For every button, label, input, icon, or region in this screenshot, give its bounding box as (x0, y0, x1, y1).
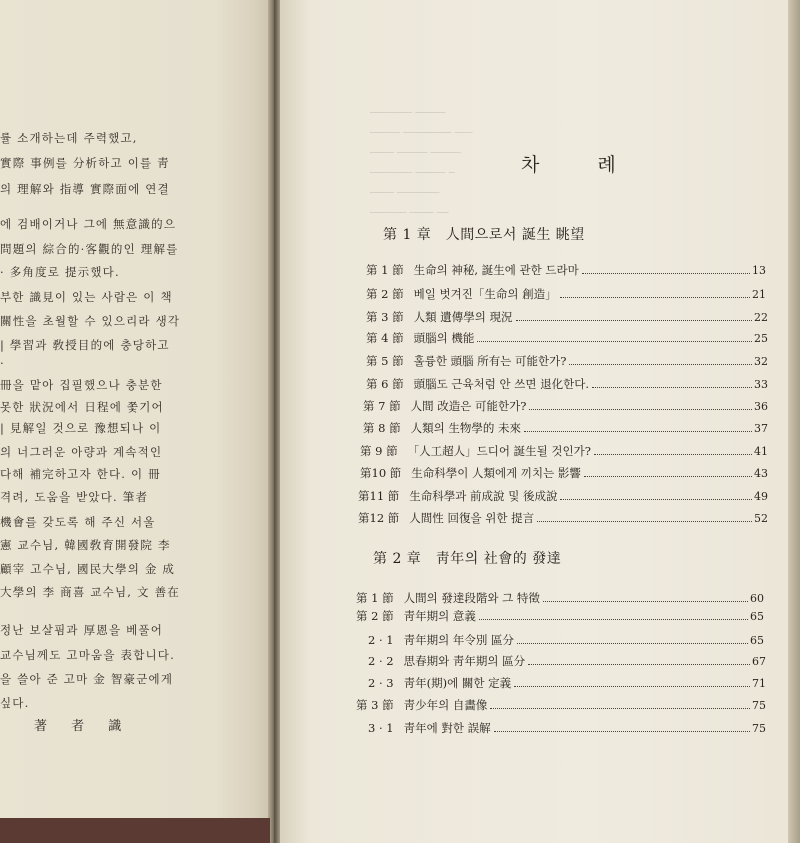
section-title: 生命科學과 前成說 및 後成說 (409, 489, 558, 503)
section-title: 베일 벗겨진「生命의 創造」 (413, 287, 557, 301)
section-number: 第 4 節 (366, 331, 404, 345)
toc-entry[interactable] (366, 330, 768, 346)
toc-entry[interactable] (358, 488, 768, 504)
leader-dots (592, 386, 752, 388)
leader-dots (516, 319, 752, 321)
toc-entry[interactable] (363, 420, 768, 436)
toc-entry[interactable] (356, 590, 764, 606)
toc-entry[interactable] (366, 309, 768, 325)
page-number: 65 (750, 634, 764, 647)
page-number: 60 (750, 592, 764, 605)
page-number: 32 (754, 355, 768, 368)
page-number: 22 (754, 311, 768, 324)
section-title: 人間性 回復을 위한 提言 (409, 511, 535, 525)
leader-dots (477, 340, 752, 342)
preface-line: 격려, 도움을 받았다. 筆者 (0, 490, 149, 504)
page-number: 52 (754, 512, 768, 525)
preface-line: | 學習과 敎授目的에 충당하고 (0, 338, 170, 352)
toc-entry[interactable] (368, 653, 766, 669)
section-title: 人間의 發達段階와 그 特徵 (403, 591, 540, 605)
preface-line: 關性을 초월할 수 있으리라 생각 (0, 314, 181, 328)
toc-page: ─────── ───── ───── ──────── ─── ──── ───── ───── ─────── ───── ─ ──── ─────── ────── ──── ── 차 례 第 1 章 人間으로서 誕生 眺望 第 1 節 生命의 神秘, 誕生에 관한 드라마 13 第 2 節 베일 벗겨진「生命의 創造」 21 第 3 節 人類 遺傳學의 現況 22 第 4 節 頭腦의 機能 25 第 5 節 훌륭한 頭腦 所有는 可能한가? 32 第 6 節 頭腦도 근육처럼 안 쓰면 退化한다. 33 第 7 節 人間 改造은 可能한가? 36 第 8 節 人類의 生物學的 未來 37 第 9 節 「人工超人」드디어 誕生될 것인가? 41 第10 節 生命科學이 人類에게 끼치는 影響 43 第11 節 生命科學과 前成說 및 後成說 49 第12 節 人間性 回復을 위한 提言 52 第 2 章 靑年의 社會的 發達 第 1 節 人間의 發達段階와 그 特徵 60 第 2 節 靑年期의 意義 65 2 · 1 靑年期의 年令別 區分 65 2 · 2 思春期와 靑年期의 區分 67 2 · 3 靑年(期)에 關한 定義 71 第 3 節 靑少年의 自畵像 75 3 · 1 靑年에 對한 誤解 75 (280, 0, 788, 843)
leader-dots (517, 642, 748, 644)
section-number: 2 · 2 (368, 654, 394, 668)
section-number: 2 · 3 (368, 676, 394, 690)
toc-entry[interactable] (356, 697, 766, 713)
preface-line: . (0, 353, 5, 367)
section-title: 靑年에 對한 誤解 (403, 721, 491, 735)
section-title: 靑年期의 意義 (403, 609, 476, 623)
preface-line: 憲 교수님, 韓國敎育開發院 李 (0, 538, 171, 552)
section-number: 第 1 節 (356, 591, 394, 605)
preface-line: 의 理解와 指導 實際面에 연결 (0, 182, 170, 196)
section-title: 人間 改造은 可能한가? (410, 399, 527, 413)
page-number: 43 (754, 467, 768, 480)
section-number: 第 1 節 (366, 263, 404, 277)
book-cover-edge (0, 818, 270, 843)
chapter-heading: 第 1 章 人間으로서 誕生 眺望 (383, 227, 585, 243)
leader-dots (560, 296, 750, 298)
page-number: 36 (754, 400, 768, 413)
preface-line: 機會를 갖도록 해 주신 서울 (0, 515, 156, 529)
preface-line: 부한 識見이 있는 사람은 이 책 (0, 290, 173, 304)
page-edge (788, 0, 800, 843)
toc-entry[interactable] (366, 353, 768, 369)
preface-line: 교수님께도 고마움을 表합니다. (0, 648, 175, 662)
left-page (0, 0, 268, 843)
leader-dots (494, 730, 750, 732)
leader-dots (479, 618, 748, 620)
page-number: 41 (754, 445, 768, 458)
leader-dots (524, 430, 752, 432)
preface-line: 顧宰 고수님, 國民大學의 金 成 (0, 562, 176, 576)
page-number: 25 (754, 332, 768, 345)
section-title: 頭腦의 機能 (413, 331, 475, 345)
section-title: 生命科學이 人類에게 끼치는 影響 (411, 466, 581, 480)
author-signature: 著 者 識 (34, 719, 132, 734)
page-number: 37 (754, 422, 768, 435)
toc-entry[interactable] (356, 608, 764, 624)
page-number: 75 (752, 722, 766, 735)
page-number: 13 (752, 264, 766, 277)
section-title: 人類 遺傳學의 現況 (413, 310, 513, 324)
section-number: 第 5 節 (366, 354, 404, 368)
leader-dots (584, 475, 752, 477)
preface-line: 의 너그러운 아량과 계속적인 (0, 445, 163, 459)
section-title: 靑年期의 年令別 區分 (403, 633, 515, 647)
toc-title: 차 례 (521, 154, 642, 176)
section-number: 第 3 節 (366, 310, 404, 324)
page-number: 21 (752, 288, 766, 301)
section-number: 第12 節 (358, 511, 400, 525)
page-number: 67 (752, 655, 766, 668)
preface-line: 을 쓸아 준 고마 金 智豪군에게 (0, 672, 174, 686)
toc-entry[interactable] (368, 720, 766, 736)
section-number: 2 · 1 (368, 633, 394, 647)
toc-entry[interactable] (368, 675, 766, 691)
toc-entry[interactable] (366, 286, 766, 302)
preface-line: 大學의 李 商喜 교수님, 文 善在 (0, 585, 180, 599)
leader-dots (569, 363, 752, 365)
page-number: 75 (752, 699, 766, 712)
toc-entry[interactable] (366, 262, 766, 278)
page-number: 65 (750, 610, 764, 623)
preface-line: 問題의 綜合的·客觀的인 理解를 (0, 242, 179, 256)
section-number: 第 7 節 (363, 399, 401, 413)
toc-entry[interactable] (363, 398, 768, 414)
section-title: 훌륭한 頭腦 所有는 可能한가? (413, 354, 567, 368)
section-title: 生命의 神秘, 誕生에 관한 드라마 (413, 263, 579, 277)
toc-entry[interactable] (360, 443, 768, 459)
preface-line: 률 소개하는데 주력했고, (0, 131, 138, 145)
leader-dots (529, 408, 752, 410)
section-number: 第 3 節 (356, 698, 394, 712)
section-number: 3 · 1 (368, 721, 394, 735)
preface-line: 다해 補完하고자 한다. 이 冊 (0, 467, 161, 481)
section-number: 第 6 節 (366, 377, 404, 391)
leader-dots (514, 685, 750, 687)
page-number: 33 (754, 378, 768, 391)
section-title: 頭腦도 근육처럼 안 쓰면 退化한다. (413, 377, 590, 391)
preface-line: · 多角度로 提示했다. (0, 265, 120, 279)
book-gutter (268, 0, 280, 843)
chapter-heading: 第 2 章 靑年의 社會的 發達 (373, 551, 562, 567)
page-number: 49 (754, 490, 768, 503)
toc-entry[interactable] (360, 465, 768, 481)
section-number: 第10 節 (360, 466, 402, 480)
leader-dots (543, 600, 748, 602)
leader-dots (582, 272, 750, 274)
toc-entry[interactable] (358, 510, 768, 526)
leader-dots (490, 707, 750, 709)
section-title: 人類의 生物學的 未來 (410, 421, 522, 435)
section-number: 第 2 節 (366, 287, 404, 301)
toc-entry[interactable] (368, 632, 764, 648)
toc-entry[interactable] (366, 376, 768, 392)
page-number: 71 (752, 677, 766, 690)
leader-dots (528, 663, 750, 665)
section-number: 第11 節 (358, 489, 400, 503)
section-title: 靑少年의 自畵像 (403, 698, 488, 712)
preface-line: 冊을 맡아 집필했으나 충분한 (0, 378, 163, 392)
leader-dots (537, 520, 752, 522)
section-number: 第 2 節 (356, 609, 394, 623)
preface-line: 에 검배이거나 그에 無意識的으 (0, 217, 177, 231)
leader-dots (560, 498, 752, 500)
section-title: 思春期와 靑年期의 區分 (403, 654, 526, 668)
section-number: 第 8 節 (363, 421, 401, 435)
section-number: 第 9 節 (360, 444, 398, 458)
section-title: 「人工超人」드디어 誕生될 것인가? (407, 444, 591, 458)
leader-dots (594, 453, 752, 455)
preface-line: 못한 狀況에서 日程에 쫓기어 (0, 400, 164, 414)
preface-line: | 見解일 것으로 豫想되나 이 (0, 421, 162, 435)
preface-line: 實際 事例를 分析하고 이를 靑 (0, 156, 170, 170)
preface-line: 정난 보살핌과 厚恩을 베풀어 (0, 623, 164, 637)
preface-line: 싶다. (0, 696, 30, 710)
section-title: 靑年(期)에 關한 定義 (403, 676, 512, 690)
